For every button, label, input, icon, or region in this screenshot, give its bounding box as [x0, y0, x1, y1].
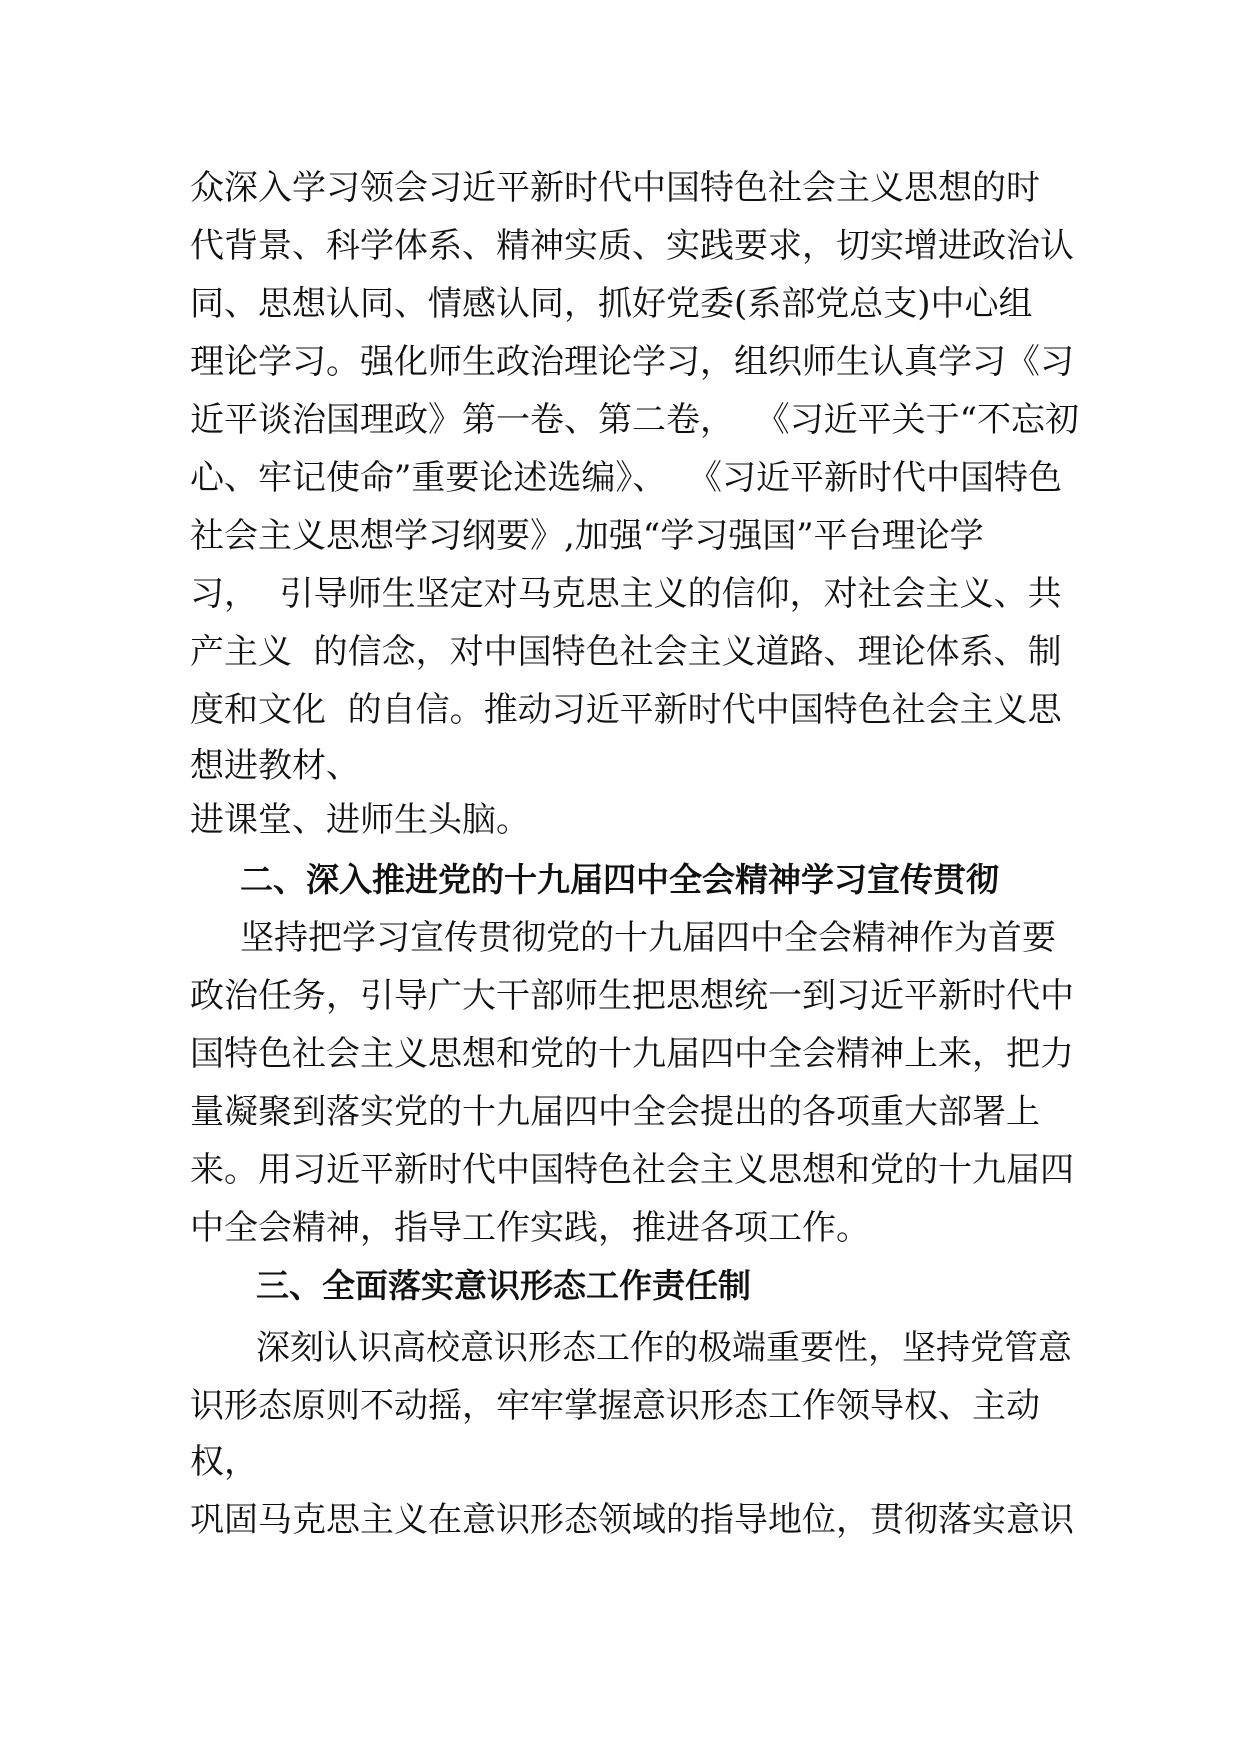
paragraph-line: 社会主义思想学习纲要》,加强“学习强国”平台理论学: [190, 516, 984, 556]
paragraph-line: 巩固马克思主义在意识形态领域的指导地位，贯彻落实意识: [190, 1500, 1074, 1540]
paragraph-line: 政治任务，引导广大干部师生把思想统一到习近平新时代中: [190, 976, 1074, 1016]
paragraph-line: 习， 引导师生坚定对马克思主义的信仰，对社会主义、共: [190, 574, 1062, 614]
paragraph-line: 众深入学习领会习近平新时代中国特色社会主义思想的时: [190, 168, 1040, 208]
paragraph-line: 坚持把学习宣传贯彻党的十九届四中全会精神作为首要: [240, 918, 1056, 958]
paragraph-line: 中全会精神，指导工作实践，推进各项工作。: [190, 1208, 870, 1248]
section-heading-3: 三、全面落实意识形态工作责任制: [256, 1266, 751, 1305]
paragraph-line: 代背景、科学体系、精神实质、实践要求，切实增进政治认: [190, 226, 1074, 266]
section-heading-2: 二、深入推进党的十九届四中全会精神学习宣传贯彻: [240, 860, 999, 899]
paragraph-line: 国特色社会主义思想和党的十九届四中全会精神上来，把力: [190, 1034, 1074, 1074]
paragraph-line: 度和文化 的自信。推动习近平新时代中国特色社会主义思: [190, 690, 1062, 730]
paragraph-line: 产主义 的信念，对中国特色社会主义道路、理论体系、制: [190, 632, 1062, 672]
paragraph-line: 识形态原则不动摇，牢牢掌握意识形态工作领导权、主动: [190, 1386, 1040, 1426]
paragraph-line: 心、牢记使命”重要论述选编》、 《习近平新时代中国特色: [190, 458, 1062, 498]
paragraph-line: 量凝聚到落实党的十九届四中全会提出的各项重大部署上: [190, 1092, 1040, 1132]
paragraph-line: 近平谈治国理政》第一卷、第二卷， 《习近平关于“不忘初: [190, 400, 1079, 440]
paragraph-line: 来。用习近平新时代中国特色社会主义思想和党的十九届四: [190, 1150, 1074, 1190]
paragraph-line: 理论学习。强化师生政治理论学习，组织师生认真学习《习: [190, 342, 1074, 382]
paragraph-line: 想进教材、: [190, 746, 360, 786]
paragraph-line: 权，: [190, 1442, 258, 1482]
paragraph-line: 进课堂、进师生头脑。: [190, 800, 530, 840]
paragraph-line: 深刻认识高校意识形态工作的极端重要性，坚持党管意: [256, 1328, 1072, 1368]
paragraph-line: 同、思想认同、情感认同，抓好党委(系部党总支)中心组: [190, 284, 1033, 324]
